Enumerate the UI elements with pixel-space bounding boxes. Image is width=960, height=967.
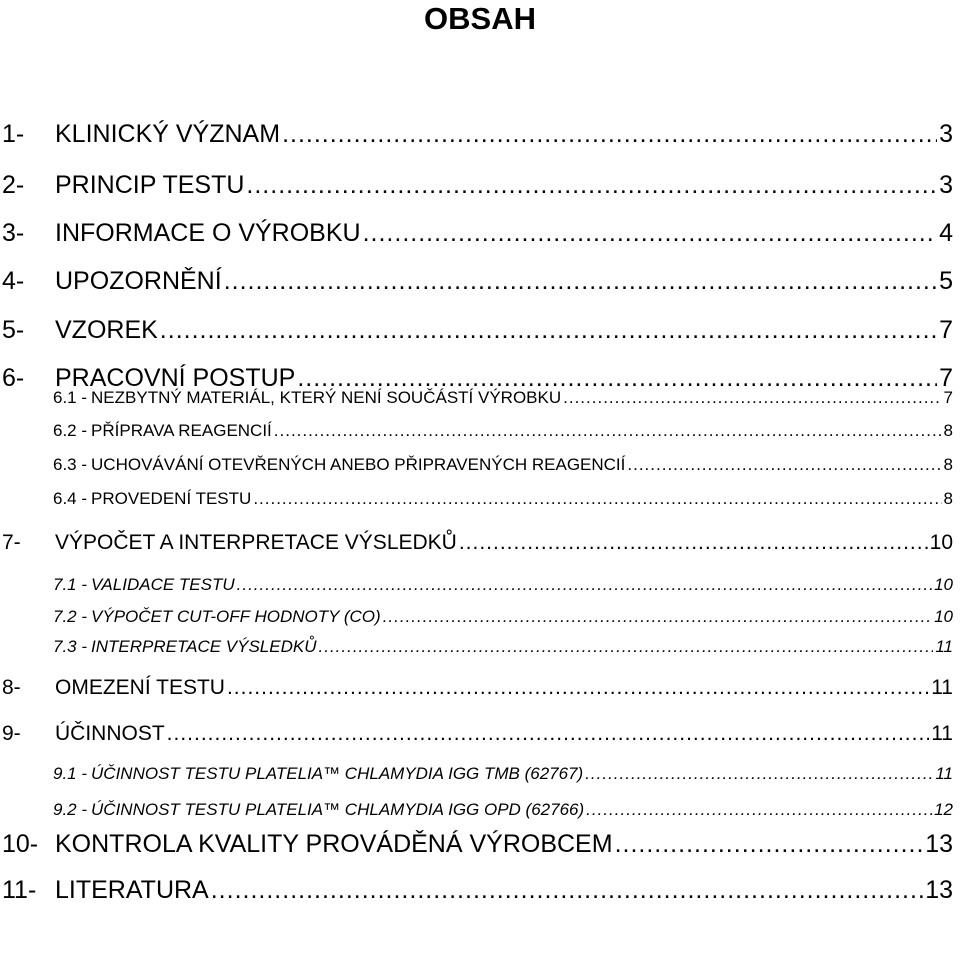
dot-leader xyxy=(160,316,937,345)
entry-label: KLINICKÝ VÝZNAM xyxy=(55,120,281,148)
dot-leader xyxy=(227,676,929,700)
entry-label: PŘÍPRAVA REAGENCIÍ xyxy=(91,421,272,440)
entry-page: 12 xyxy=(934,800,953,819)
toc-subentry[interactable] xyxy=(0,764,953,784)
toc-entry[interactable] xyxy=(0,316,953,345)
entry-label: PRACOVNÍ POSTUP xyxy=(55,364,296,392)
entry-page: 3 xyxy=(939,120,953,148)
entry-label: PROVEDENÍ TESTU xyxy=(91,489,252,508)
entry-label: ÚČINNOST TESTU PLATELIA™ CHLAMYDIA IGG OPD (62766) xyxy=(91,800,585,819)
dot-leader xyxy=(585,764,933,784)
dot-leader xyxy=(253,489,941,509)
dot-leader xyxy=(246,171,937,200)
entry-label: VÝPOČET CUT-OFF HODNOTY (CO) xyxy=(91,607,381,626)
entry-number: 6.1 - xyxy=(53,388,88,407)
entry-page: 11 xyxy=(931,722,953,745)
entry-page: 8 xyxy=(943,421,953,440)
entry-label: NEZBYTNÝ MATERIÁL, KTERÝ NENÍ SOUČÁSTÍ VÝROBKU xyxy=(91,388,562,407)
dot-leader xyxy=(615,830,924,859)
toc-entry[interactable] xyxy=(0,830,953,859)
dot-leader xyxy=(274,421,942,441)
dot-leader xyxy=(167,722,930,746)
entry-page: 10 xyxy=(934,575,953,594)
dot-leader xyxy=(211,876,923,905)
dot-leader xyxy=(627,455,941,475)
document-title: OBSAH xyxy=(424,1,536,36)
toc-subentry[interactable] xyxy=(0,421,953,441)
entry-label: VÝPOČET A INTERPRETACE VÝSLEDKŮ xyxy=(55,531,457,554)
entry-label: LITERATURA xyxy=(55,876,209,904)
entry-number: 1- xyxy=(2,120,25,148)
entry-page: 8 xyxy=(943,489,953,508)
dot-leader xyxy=(459,531,928,555)
entry-number: 11- xyxy=(2,876,37,904)
entry-number: 3- xyxy=(2,219,25,247)
entry-label: INFORMACE O VÝROBKU xyxy=(55,219,361,247)
toc-subentry[interactable] xyxy=(0,637,953,657)
entry-page: 4 xyxy=(939,219,953,247)
dot-leader xyxy=(586,800,932,820)
entry-number: 9- xyxy=(2,722,21,745)
entry-label: KONTROLA KVALITY PROVÁDĚNÁ VÝROBCEM xyxy=(55,830,613,858)
entry-number: 7- xyxy=(2,531,21,554)
entry-label: UCHOVÁVÁNÍ OTEVŘENÝCH ANEBO PŘIPRAVENÝCH REAGENCIÍ xyxy=(91,455,626,474)
entry-label: OMEZENÍ TESTU xyxy=(55,676,225,699)
entry-label: VZOREK xyxy=(55,316,158,344)
dot-leader xyxy=(363,219,938,248)
entry-page: 8 xyxy=(943,455,953,474)
entry-number: 8- xyxy=(2,676,21,699)
entry-number: 6- xyxy=(2,364,25,392)
toc-subentry[interactable] xyxy=(0,607,953,627)
entry-page: 10 xyxy=(934,607,953,626)
toc-subentry[interactable] xyxy=(0,455,953,475)
entry-label: ÚČINNOST xyxy=(55,722,165,745)
entry-page: 7 xyxy=(939,364,953,392)
toc-entry[interactable] xyxy=(0,676,953,700)
toc-subentry[interactable] xyxy=(0,800,953,820)
toc-entry[interactable] xyxy=(0,722,953,746)
dot-leader xyxy=(383,607,932,627)
entry-page: 13 xyxy=(925,830,953,858)
toc-entry[interactable] xyxy=(0,876,953,905)
entry-number: 7.1 - xyxy=(53,575,88,594)
entry-number: 9.2 - xyxy=(53,800,88,819)
toc-entry[interactable] xyxy=(0,120,953,149)
entry-number: 6.3 - xyxy=(53,455,88,474)
dot-leader xyxy=(282,120,937,149)
entry-number: 6.2 - xyxy=(53,421,88,440)
dot-leader xyxy=(319,637,934,657)
entry-label: INTERPRETACE VÝSLEDKŮ xyxy=(91,637,317,656)
toc-entry[interactable] xyxy=(0,171,953,200)
entry-page: 7 xyxy=(939,316,953,344)
dot-leader xyxy=(237,575,932,595)
entry-number: 6.4 - xyxy=(53,489,88,508)
dot-leader xyxy=(563,388,941,408)
entry-page: 3 xyxy=(939,171,953,199)
entry-label: UPOZORNĚNÍ xyxy=(55,267,222,295)
toc-entry[interactable] xyxy=(0,267,953,296)
entry-number: 7.2 - xyxy=(53,607,88,626)
entry-number: 5- xyxy=(2,316,25,344)
entry-page: 11 xyxy=(931,676,953,699)
toc-subentry[interactable] xyxy=(0,575,953,595)
entry-page: 10 xyxy=(929,531,953,554)
entry-page: 11 xyxy=(935,764,953,783)
entry-label: ÚČINNOST TESTU PLATELIA™ CHLAMYDIA IGG TMB (62767) xyxy=(91,764,584,783)
entry-page: 5 xyxy=(939,267,953,295)
toc-subentry[interactable] xyxy=(0,388,953,408)
entry-page: 7 xyxy=(943,388,953,407)
entry-page: 11 xyxy=(935,637,953,656)
entry-number: 4- xyxy=(2,267,25,295)
entry-number: 7.3 - xyxy=(53,637,88,656)
entry-page: 13 xyxy=(925,876,953,904)
dot-leader xyxy=(224,267,937,296)
entry-number: 2- xyxy=(2,171,25,199)
entry-number: 10- xyxy=(2,830,39,858)
entry-label: PRINCIP TESTU xyxy=(55,171,245,199)
toc-entry[interactable] xyxy=(0,219,953,248)
entry-label: VALIDACE TESTU xyxy=(91,575,235,594)
entry-number: 9.1 - xyxy=(53,764,88,783)
toc-entry[interactable] xyxy=(0,531,953,555)
toc-subentry[interactable] xyxy=(0,489,953,509)
